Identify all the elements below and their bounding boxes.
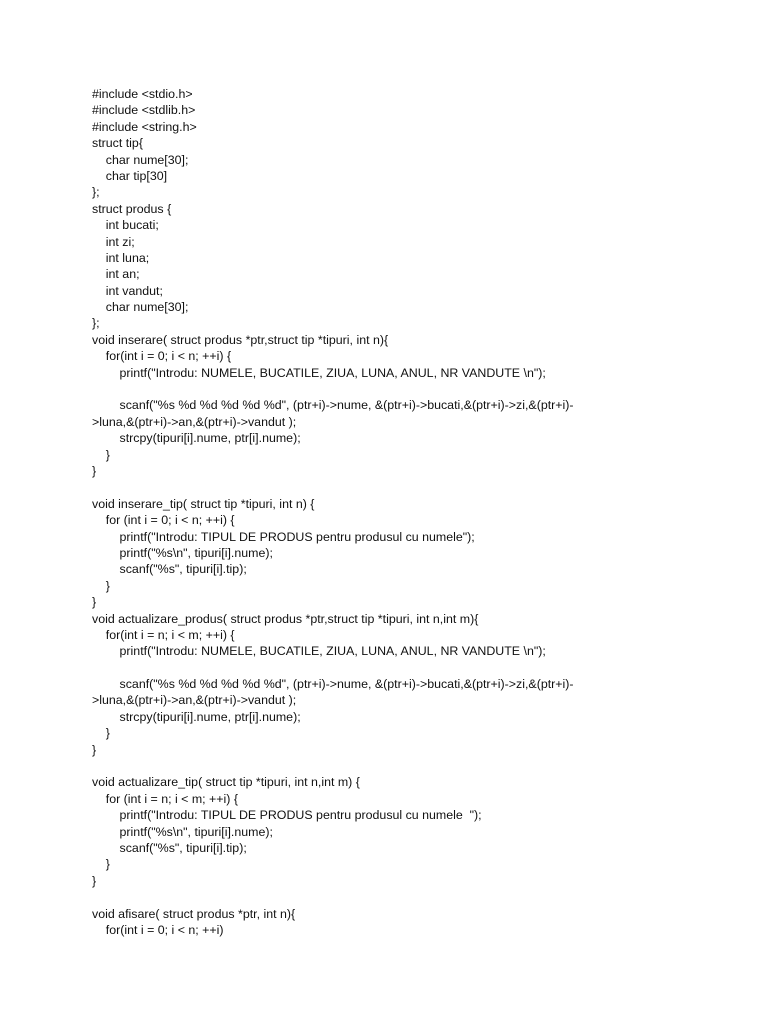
code-line: >luna,&(ptr+i)->an,&(ptr+i)->vandut ); <box>92 414 297 429</box>
code-line <box>92 381 732 397</box>
code-line: char nume[30]; <box>92 300 189 315</box>
code-line: for (int i = n; i < m; ++i) { <box>92 791 238 806</box>
code-line: } <box>92 447 110 462</box>
code-line: int bucati; <box>92 218 159 233</box>
code-line: #include <stdlib.h> <box>92 103 196 118</box>
code-line: } <box>92 857 110 872</box>
code-line: for(int i = 0; i < n; ++i) { <box>92 349 232 364</box>
code-line: scanf("%s", tipuri[i].tip); <box>92 562 247 577</box>
code-line <box>92 889 732 905</box>
code-line: strcpy(tipuri[i].nume, ptr[i].nume); <box>92 709 301 724</box>
code-line: void actualizare_tip( struct tip *tipuri, int n,int m) { <box>92 775 360 790</box>
code-line: scanf("%s", tipuri[i].tip); <box>92 840 247 855</box>
code-line: printf("Introdu: TIPUL DE PRODUS pentru produsul cu numele"); <box>92 529 475 544</box>
code-line: }; <box>92 316 100 331</box>
code-line: struct produs { <box>92 201 172 216</box>
code-line: for(int i = n; i < m; ++i) { <box>92 627 235 642</box>
code-line: struct tip{ <box>92 136 143 151</box>
code-line: printf("Introdu: NUMELE, BUCATILE, ZIUA, LUNA, ANUL, NR VANDUTE \n"); <box>92 644 546 659</box>
code-line: for (int i = 0; i < n; ++i) { <box>92 513 235 528</box>
code-line: for(int i = 0; i < n; ++i) <box>92 922 224 937</box>
code-line: printf("Introdu: TIPUL DE PRODUS pentru produsul cu numele "); <box>92 808 482 823</box>
code-line: printf("Introdu: NUMELE, BUCATILE, ZIUA, LUNA, ANUL, NR VANDUTE \n"); <box>92 365 546 380</box>
code-line: void inserare( struct produs *ptr,struct tip *tipuri, int n){ <box>92 332 389 347</box>
code-line: } <box>92 873 97 888</box>
code-line: } <box>92 726 110 741</box>
code-line: int an; <box>92 267 140 282</box>
code-line: int luna; <box>92 250 150 265</box>
code-line: void actualizare_produs( struct produs *ptr,struct tip *tipuri, int n,int m){ <box>92 611 479 626</box>
code-line: void inserare_tip( struct tip *tipuri, int n) { <box>92 496 315 511</box>
code-line <box>92 758 732 774</box>
code-line: strcpy(tipuri[i].nume, ptr[i].nume); <box>92 431 301 446</box>
code-line: printf("%s\n", tipuri[i].nume); <box>92 545 273 560</box>
code-line <box>92 479 732 495</box>
code-line: printf("%s\n", tipuri[i].nume); <box>92 824 273 839</box>
code-line: char tip[30] <box>92 168 168 183</box>
code-line: void afisare( struct produs *ptr, int n){ <box>92 906 296 921</box>
code-line: int zi; <box>92 234 135 249</box>
code-line: int vandut; <box>92 283 163 298</box>
code-line: } <box>92 578 110 593</box>
code-listing <box>92 86 732 938</box>
code-line: } <box>92 595 97 610</box>
code-line: char nume[30]; <box>92 152 189 167</box>
code-line: scanf("%s %d %d %d %d %d", (ptr+i)->nume, &(ptr+i)->bucati,&(ptr+i)->zi,&(ptr+i)- <box>92 677 574 692</box>
code-line: }; <box>92 185 100 200</box>
code-line: } <box>92 742 97 757</box>
code-line: >luna,&(ptr+i)->an,&(ptr+i)->vandut ); <box>92 693 297 708</box>
code-line <box>92 660 732 676</box>
code-line: #include <string.h> <box>92 119 197 134</box>
code-line: scanf("%s %d %d %d %d %d", (ptr+i)->nume, &(ptr+i)->bucati,&(ptr+i)->zi,&(ptr+i)- <box>92 398 574 413</box>
code-line: #include <stdio.h> <box>92 87 193 101</box>
code-line: } <box>92 463 97 478</box>
